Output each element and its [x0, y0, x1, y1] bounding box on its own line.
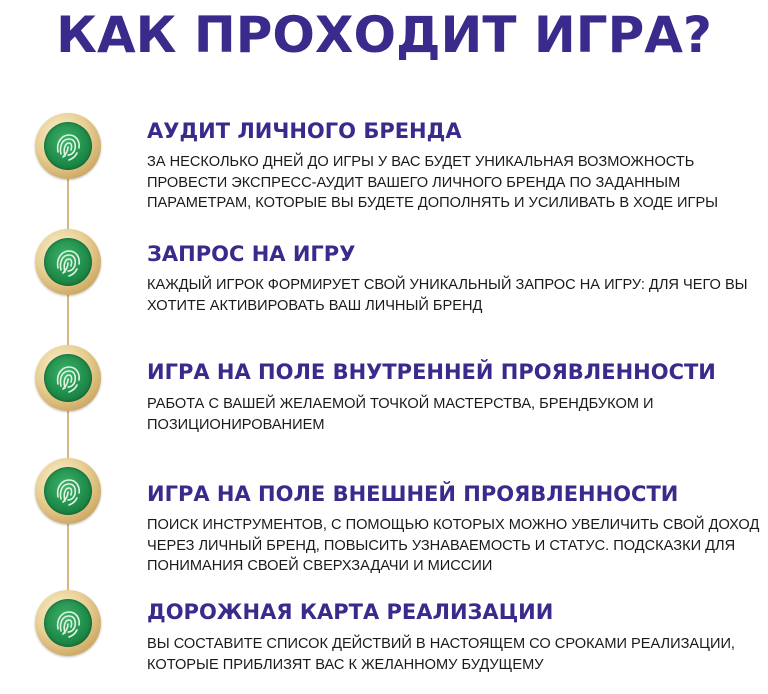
step-badge: [35, 345, 101, 411]
step-badge: [35, 458, 101, 524]
step-badge: [35, 113, 101, 179]
step-title: АУДИТ ЛИЧНОГО БРЕНДА: [147, 119, 462, 143]
fingerprint-icon: [44, 467, 92, 515]
step-title: ЗАПРОС НА ИГРУ: [147, 242, 356, 266]
step-title: ДОРОЖНАЯ КАРТА РЕАЛИЗАЦИИ: [147, 600, 554, 624]
page-title: КАК ПРОХОДИТ ИГРА?: [56, 6, 712, 64]
step-description: КАЖДЫЙ ИГРОК ФОРМИРУЕТ СВОЙ УНИКАЛЬНЫЙ ЗАПРОС НА ИГРУ: ДЛЯ ЧЕГО ВЫ ХОТИТЕ АКТИВИРОВАТЬ ВАШ ЛИЧНЫЙ БРЕНД: [147, 277, 748, 314]
step-title: ИГРА НА ПОЛЕ ВНЕШНЕЙ ПРОЯВЛЕННОСТИ: [147, 482, 679, 506]
step-badge: [35, 229, 101, 295]
fingerprint-icon: [44, 354, 92, 402]
fingerprint-icon: [44, 122, 92, 170]
fingerprint-icon: [44, 238, 92, 286]
step-description: ПОИСК ИНСТРУМЕНТОВ, С ПОМОЩЬЮ КОТОРЫХ МОЖНО УВЕЛИЧИТЬ СВОЙ ДОХОД ЧЕРЕЗ ЛИЧНЫЙ БРЕНД, ПОВЫСИТЬ УЗНАВАЕМОСТЬ И СТАТУС. ПОДСКАЗКИ ДЛЯ ПОНИМАНИЯ СВОЕЙ СВЕРХЗАДАЧИ И МИССИИ: [147, 517, 760, 574]
fingerprint-icon: [44, 599, 92, 647]
step-title: ИГРА НА ПОЛЕ ВНУТРЕННЕЙ ПРОЯВЛЕННОСТИ: [147, 360, 716, 384]
step-description: РАБОТА С ВАШЕЙ ЖЕЛАЕМОЙ ТОЧКОЙ МАСТЕРСТВА, БРЕНДБУКОМ И ПОЗИЦИОНИРОВАНИЕМ: [147, 396, 654, 433]
step-description: ВЫ СОСТАВИТЕ СПИСОК ДЕЙСТВИЙ В НАСТОЯЩЕМ СО СРОКАМИ РЕАЛИЗАЦИИ, КОТОРЫЕ ПРИБЛИЗЯТ ВАС К ЖЕЛАННОМУ БУДУЩЕМУ: [147, 636, 735, 673]
step-badge: [35, 590, 101, 656]
step-description: ЗА НЕСКОЛЬКО ДНЕЙ ДО ИГРЫ У ВАС БУДЕТ УНИКАЛЬНАЯ ВОЗМОЖНОСТЬ ПРОВЕСТИ ЭКСПРЕСС-АУДИТ ВАШЕГО ЛИЧНОГО БРЕНДА ПО ЗАДАННЫМ ПАРАМЕТРАМ, КОТОРЫЕ ВЫ БУДЕТЕ ДОПОЛНЯТЬ И УСИЛИВАТЬ В ХОДЕ ИГРЫ: [147, 154, 719, 211]
